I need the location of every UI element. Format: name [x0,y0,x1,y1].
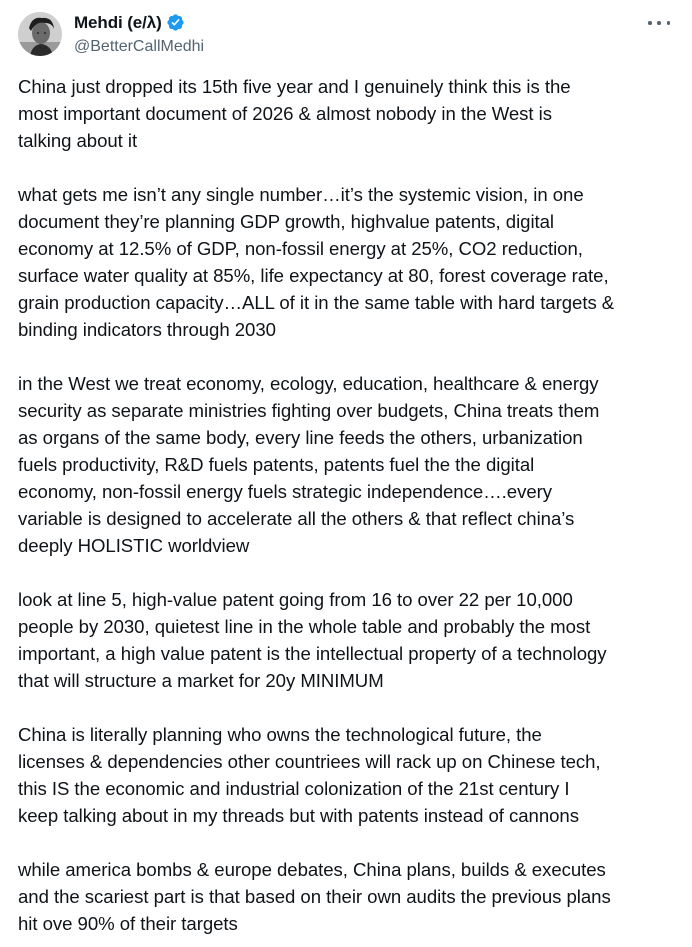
author-handle[interactable]: @BetterCallMedhi [74,38,205,55]
author-display-name[interactable]: Mehdi (e/λ) [74,12,162,32]
tweet-paragraph [18,721,678,829]
text-line: keep talking about in my threads but with patents instead of cannons [18,805,579,826]
text-line: licenses & dependencies other countriees will rack up on Chinese tech, [18,751,601,772]
text-line: people by 2030, quietest line in the whole table and probably the most [18,616,591,637]
tweet-paragraph [18,586,678,694]
text-line: surface water quality at 85%, life expectancy at 80, forest coverage rate, [18,265,609,286]
text-line: document they’re planning GDP growth, highvalue patents, digital [18,211,555,232]
tweet-paragraph [18,856,678,937]
text-line: talking about it [18,130,138,151]
tweet-paragraph [18,73,678,154]
text-line: important, a high value patent is the intellectual property of a technology [18,643,607,664]
text-line: hit ove 90% of their targets [18,913,238,934]
tweet-paragraph [18,370,678,559]
text-line: what gets me isn’t any single number…it’s the systemic vision, in one [18,184,584,205]
more-dot [667,21,671,25]
more-dot [648,21,652,25]
text-line: in the West we treat economy, ecology, education, healthcare & energy [18,373,599,394]
more-options-icon[interactable] [648,14,670,32]
text-line: grain production capacity…ALL of it in the same table with hard targets & [18,292,615,313]
avatar[interactable] [18,12,62,56]
tweet-paragraph [18,181,678,343]
text-line: most important document of 2026 & almost nobody in the West is [18,103,552,124]
text-line: China just dropped its 15th five year and I genuinely think this is the [18,76,571,97]
text-line: binding indicators through 2030 [18,319,276,340]
tweet-text [18,73,678,937]
text-line: look at line 5, high-value patent going from 16 to over 22 per 10,000 [18,589,573,610]
text-line: fuels productivity, R&D fuels patents, patents fuel the the digital [18,454,535,475]
text-line: economy, non-fossil energy fuels strategic independence….every [18,481,553,502]
author-info [74,11,204,57]
text-line: as organs of the same body, every line feeds the others, urbanization [18,427,583,448]
text-line: this IS the economic and industrial colonization of the 21st century I [18,778,570,799]
text-line: deeply HOLISTIC worldview [18,535,250,556]
text-line: economy at 12.5% of GDP, non-fossil energy at 25%, CO2 reduction, [18,238,583,259]
text-line: while america bombs & europe debates, China plans, builds & executes [18,859,606,880]
text-line: China is literally planning who owns the technological future, the [18,724,542,745]
text-line: and the scariest part is that based on their own audits the previous plans [18,886,611,907]
verified-badge-icon[interactable] [166,13,185,32]
text-line: security as separate ministries fighting over budgets, China treats them [18,400,600,421]
profile-photo-icon [18,12,62,56]
more-dot [657,21,661,25]
text-line: that will structure a market for 20y MINIMUM [18,670,384,691]
text-line: variable is designed to accelerate all the others & that reflect china’s [18,508,575,529]
